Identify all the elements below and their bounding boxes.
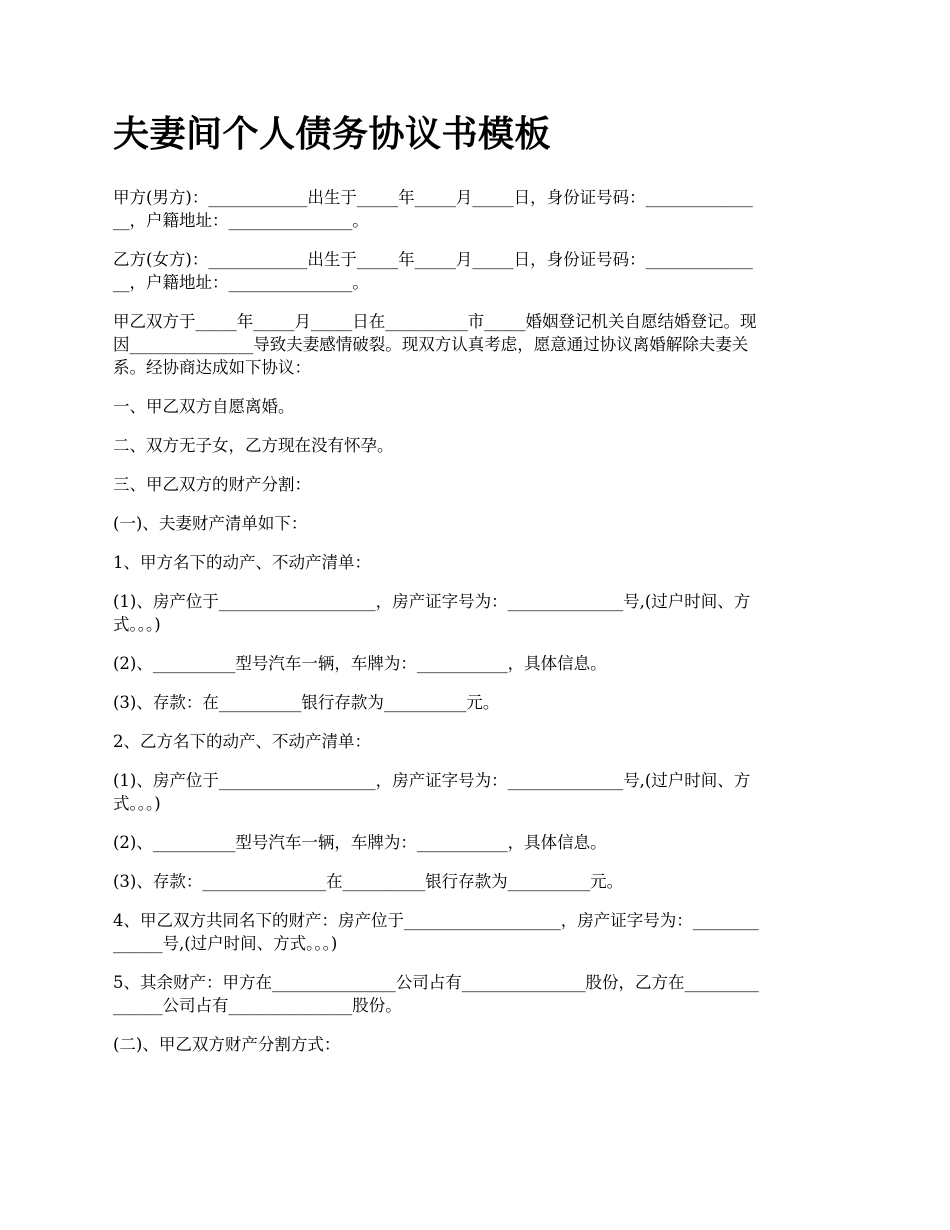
paragraph-party-b-assets-heading: 2、乙方名下的动产、不动产清单： (113, 732, 371, 751)
paragraph-party-b: 乙方(女方)：____________出生于_____年_____月_____日，身份证号码：_____________ __，户籍地址：_______________。 (113, 250, 753, 292)
paragraph-clause-2: 二、双方无子女，乙方现在没有怀孕。 (113, 436, 394, 455)
paragraph-clause-1: 一、甲乙双方自愿离婚。 (113, 397, 295, 416)
paragraph-party-a: 甲方(男方)：____________出生于_____年_____月_____日，身份证号码：_____________ __，户籍地址：_______________。 (113, 188, 753, 230)
paragraph-property-list-heading: (一)、夫妻财产清单如下： (113, 514, 308, 533)
paragraph-party-b-deposit: (3)、存款：_______________在__________银行存款为__________元。 (113, 872, 624, 891)
document-page (113, 112, 843, 1072)
paragraph-other-property: 5、其余财产：甲方在_______________公司占有_______________股份，乙方在_________ ______公司占有_______________股份。 (113, 973, 759, 1015)
paragraph-marriage-background: 甲乙双方于_____年_____月_____日在__________市_____婚姻登记机关自愿结婚登记。现 因_______________导致夫妻感情破裂。现双方认真考虑，愿意通过协议离婚解除夫妻关 系。经协商达成如下协议： (113, 312, 757, 377)
paragraph-joint-property: 4、甲乙双方共同名下的财产：房产位于___________________，房产证字号为：________ ______号,(过户时间、方式。。。) (113, 911, 759, 953)
paragraph-party-a-house: (1)、房产位于___________________，房产证字号为：______________号,(过户时间、方 式。。。) (113, 592, 751, 634)
document-title: 夫妻间个人债务协议书模板 (113, 114, 552, 155)
paragraph-party-a-assets-heading: 1、甲方名下的动产、不动产清单： (113, 553, 371, 572)
paragraph-party-b-house: (1)、房产位于___________________，房产证字号为：______________号,(过户时间、方 式。。。) (113, 771, 751, 813)
paragraph-party-a-deposit: (3)、存款：在__________银行存款为__________元。 (113, 693, 500, 712)
paragraph-division-method-heading: (二)、甲乙双方财产分割方式： (113, 1035, 341, 1054)
paragraph-party-a-car: (2)、__________型号汽车一辆，车牌为：___________，具体信息。 (113, 654, 607, 673)
paragraph-party-b-car: (2)、__________型号汽车一辆，车牌为：___________，具体信息。 (113, 833, 607, 852)
paragraph-clause-3: 三、甲乙双方的财产分割： (113, 475, 311, 494)
